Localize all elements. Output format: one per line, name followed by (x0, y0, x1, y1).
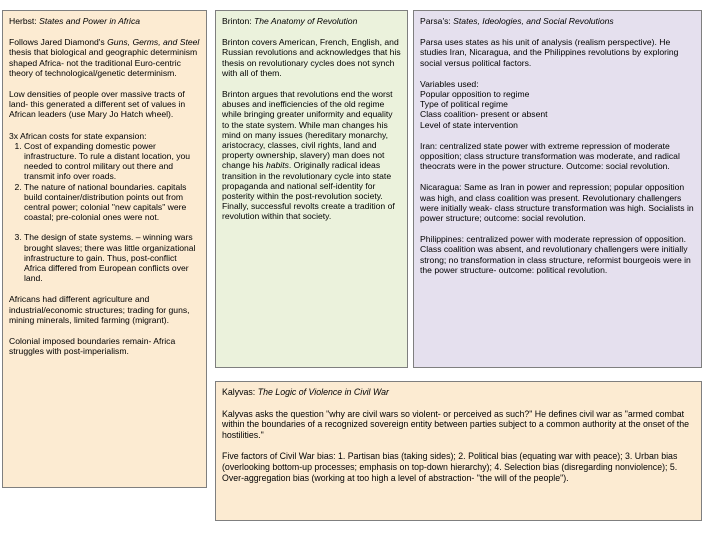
herbst-costs-list (9, 141, 200, 284)
herbst-cost-item: 1. Cost of expanding domestic power infrastructure. To rule a distant location, you needed to control military out there and transmit info over roads. (24, 141, 200, 182)
kalyvas-summary-box (215, 381, 702, 521)
parsa-nicaragua-paragraph: Nicaragua: Same as Iran in power and repression; popular opposition was high, and class coalition was present. Revolutionary challengers were initially weak- class structure transformation was high. Socialists in power structure; outcome: social revolution. (420, 182, 694, 224)
herbst-summary-box (2, 10, 207, 488)
brinton-argument-paragraph: Brinton argues that revolutions end the worst abuses and inefficiencies of the old regime while bringing greater uniformity and equality to the state system. While man changes his mind on many issues (hereditary monarchy, aristocracy, classes, civil rights, land and property ownership, slavery) man does not change his habits. Originally radical ideas transition in the revolutionary cycle into state propaganda and national self-identity for posterity within the post-revolution society. Finally, successful revolts create a tradition of revolution within that society. (222, 89, 395, 222)
parsa-intro-paragraph: Parsa uses states as his unit of analysis (realism perspective). He studies Iran, Nicaragua, and the Philippines revolutions by exploring social versus political factors. (420, 37, 679, 68)
parsa-variable-line: Type of political regime (420, 99, 508, 110)
herbst-costs-heading: 3x African costs for state expansion: (9, 130, 147, 141)
kalyvas-title: Kalyvas: The Logic of Violence in Civil War (222, 387, 389, 397)
kalyvas-question-paragraph: Kalyvas asks the question "why are civil wars so violent- or perceived as such?" He defines civil war as "armed combat within the boundaries of a recognized sovereign entity between parties subject to a common authority at the onset of the hostilities." (222, 408, 690, 440)
brinton-title: Brinton: The Anatomy of Revolution (222, 16, 358, 26)
parsa-title: Parsa's: States, Ideologies, and Social Revolutions (420, 16, 614, 26)
parsa-variables-list (420, 79, 695, 130)
herbst-cost-item: 2. The nature of national boundaries. capitals build container/distribution points out from central power; colonial "new capitals" were coastal; pre-colonial ones were not. (24, 182, 200, 223)
kalyvas-bias-paragraph: Five factors of Civil War bias: 1. Partisan bias (taking sides); 2. Political bias (equating war with peace); 3. Urban bias (overlooking bottom-up processes; emphasis on top-down hierarchy); 4. Selection bias (disregarding nonviolence); 5. Over-aggregation bias (working at too high a level of abstraction- "the will of the people"). (222, 451, 678, 483)
brinton-intro-paragraph: Brinton covers American, French, English, and Russian revolutions and acknowledges that his thesis on revolutionary cycles does not synch with all of them. (222, 37, 401, 78)
parsa-summary-box (413, 10, 702, 368)
parsa-variable-line: Level of state intervention (420, 119, 518, 130)
brinton-summary-box (215, 10, 408, 368)
herbst-cost-item: 3. The design of state systems. – winning wars brought slaves; there was little organizational infrastructure to gain. Thus, post-conflict Africa differed from European conflicts over land. (24, 232, 200, 283)
parsa-philippines-paragraph: Philippines: centralized power with moderate repression of opposition. Class coalition was absent, and revolutionary challengers were initially strong; no transformation in class structure, reformist bourgeois were in the power structure- outcome: political revolution. (420, 234, 691, 275)
herbst-density-paragraph: Low densities of people over massive tracts of land- this generated a different set of values in African leaders (use Mary Jo Hatch wheel). (9, 89, 186, 120)
parsa-variable-line: Class coalition- present or absent (420, 109, 548, 120)
parsa-variable-line: Popular opposition to regime (420, 89, 530, 100)
herbst-title: Herbst: States and Power in Africa (9, 16, 141, 26)
parsa-iran-paragraph: Iran: centralized state power with extreme repression of moderate opposition; class structure transformation was moderate, and radical theocrats were in the power structure. Outcome: social revolution. (420, 140, 680, 172)
herbst-economy-paragraph: Africans had different agriculture and industrial/economic structures; trading for guns, mining minerals, limited farming (migrant). (9, 294, 190, 325)
herbst-boundaries-paragraph: Colonial imposed boundaries remain- Africa struggles with post-imperialism. (9, 336, 176, 357)
parsa-variable-line: Variables used: (420, 78, 479, 89)
herbst-intro-paragraph: Follows Jared Diamond's Guns, Germs, and Steel thesis that biological and geographic determinism shaped Africa- not the traditional Euro-centric theory of technological/genetic determinism. (9, 37, 200, 78)
